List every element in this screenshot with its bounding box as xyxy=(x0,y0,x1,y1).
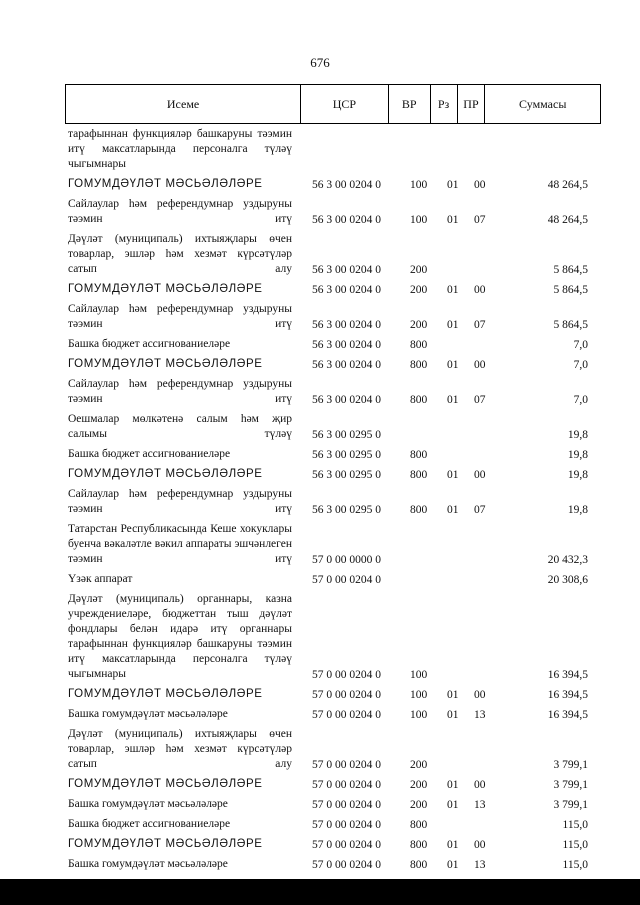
row-csr: 57 0 00 0204 0 xyxy=(312,709,381,721)
row-csr: 56 3 00 0295 0 xyxy=(312,504,381,516)
table-row xyxy=(0,375,640,410)
table-row xyxy=(0,855,640,875)
row-pr: 00 xyxy=(474,779,486,791)
table-body xyxy=(0,125,640,895)
row-vr: 100 xyxy=(410,689,428,701)
row-sum: 19,8 xyxy=(567,469,588,481)
row-csr: 56 3 00 0295 0 xyxy=(312,429,381,441)
table-row xyxy=(0,685,640,705)
row-sum: 7,0 xyxy=(573,359,588,371)
row-vr: 800 xyxy=(410,449,428,461)
row-rz: 01 xyxy=(447,709,459,721)
row-vr: 100 xyxy=(410,214,428,226)
row-vr: 800 xyxy=(410,859,428,871)
row-sum: 20 308,6 xyxy=(547,574,588,586)
row-rz: 01 xyxy=(447,799,459,811)
row-pr: 07 xyxy=(474,319,486,331)
table-row xyxy=(0,570,640,590)
row-rz: 01 xyxy=(447,214,459,226)
header-name: Исеме xyxy=(66,85,301,123)
row-csr: 57 0 00 0204 0 xyxy=(312,574,381,586)
row-name: Татарстан Республикасында Кеше хокуклары буенча вәкаләтле вәкил аппараты эшчәнлеген тәэмин итү xyxy=(68,523,292,565)
table-row xyxy=(0,280,640,300)
row-sum: 115,0 xyxy=(562,819,588,831)
row-vr: 800 xyxy=(410,394,428,406)
row-csr: 56 3 00 0204 0 xyxy=(312,214,381,226)
row-sum: 19,8 xyxy=(567,429,588,441)
table-row xyxy=(0,835,640,855)
row-sum: 3 799,1 xyxy=(553,759,588,771)
row-sum: 16 394,5 xyxy=(547,669,588,681)
row-rz: 01 xyxy=(447,319,459,331)
row-csr: 56 3 00 0204 0 xyxy=(312,339,381,351)
row-pr: 00 xyxy=(474,689,486,701)
row-rz: 01 xyxy=(447,469,459,481)
row-csr: 57 0 00 0204 0 xyxy=(312,759,381,771)
table-row xyxy=(0,465,640,485)
table-row xyxy=(0,125,640,175)
row-csr: 56 3 00 0204 0 xyxy=(312,394,381,406)
row-pr: 13 xyxy=(474,709,486,721)
row-rz: 01 xyxy=(447,859,459,871)
row-sum: 3 799,1 xyxy=(553,779,588,791)
row-vr: 800 xyxy=(410,839,428,851)
row-vr: 200 xyxy=(410,284,428,296)
table-row xyxy=(0,725,640,775)
row-sum: 3 799,1 xyxy=(553,799,588,811)
page-number: 676 xyxy=(310,55,330,70)
row-csr: 56 3 00 0295 0 xyxy=(312,449,381,461)
row-pr: 00 xyxy=(474,359,486,371)
table-row xyxy=(0,175,640,195)
row-sum: 115,0 xyxy=(562,839,588,851)
row-name: Башка бюджет ассигнованиеләре xyxy=(68,818,231,830)
row-sum: 19,8 xyxy=(567,504,588,516)
row-rz: 01 xyxy=(447,284,459,296)
row-name: ГОМУМДӘҮЛӘТ МӘСЬӘЛӘЛӘРЕ xyxy=(68,838,263,850)
row-sum: 16 394,5 xyxy=(547,709,588,721)
row-pr: 00 xyxy=(474,839,486,851)
row-name: Башка гомумдәүләт мәсьәләләре xyxy=(68,798,228,810)
row-sum: 48 264,5 xyxy=(547,214,588,226)
row-sum: 16 394,5 xyxy=(547,689,588,701)
row-name: тарафыннан функцияләр башкаруны тәэмин итү максатларында персоналга түләү чыгымнары xyxy=(68,128,292,170)
row-pr: 00 xyxy=(474,469,486,481)
row-name: Башка бюджет ассигнованиеләре xyxy=(68,448,231,460)
row-sum: 115,0 xyxy=(562,859,588,871)
row-name: Үзәк аппарат xyxy=(68,573,133,585)
row-rz: 01 xyxy=(447,394,459,406)
row-sum: 19,8 xyxy=(567,449,588,461)
table-row xyxy=(0,335,640,355)
row-sum: 20 432,3 xyxy=(547,554,588,566)
table-row xyxy=(0,795,640,815)
row-sum: 7,0 xyxy=(573,339,588,351)
row-pr: 07 xyxy=(474,394,486,406)
row-vr: 100 xyxy=(410,179,428,191)
row-name: ГОМУМДӘҮЛӘТ МӘСЬӘЛӘЛӘРЕ xyxy=(68,178,263,190)
row-name: ГОМУМДӘҮЛӘТ МӘСЬӘЛӘЛӘРЕ xyxy=(68,688,263,700)
row-csr: 57 0 00 0204 0 xyxy=(312,859,381,871)
row-name: Башка гомумдәүләт мәсьәләләре xyxy=(68,708,228,720)
row-name: Сайлаулар һәм референдумнар уздыруны тәэмин итү xyxy=(68,303,292,330)
row-vr: 200 xyxy=(410,264,428,276)
row-pr: 07 xyxy=(474,504,486,516)
row-name: Дәүләт (муниципаль) ихтыяҗлары өчен товарлар, эшләр һәм хезмәт күрсәтүләр сатып алу xyxy=(68,728,292,770)
row-sum: 48 264,5 xyxy=(547,179,588,191)
row-name: Дәүләт (муниципаль) органнары, казна учреждениеләре, бюджеттан тыш дәүләт фондлары белән идарә итү органнары тарафыннан функцияләр башкаруны тәэмин итү максатларында персоналга түләү чыгымнары xyxy=(68,593,292,680)
row-sum: 7,0 xyxy=(573,394,588,406)
row-csr: 56 3 00 0204 0 xyxy=(312,319,381,331)
table-row xyxy=(0,230,640,280)
row-vr: 800 xyxy=(410,469,428,481)
table-header xyxy=(65,84,601,124)
row-csr: 57 0 00 0204 0 xyxy=(312,779,381,791)
row-name: Оешмалар мөлкәтенә салым һәм җир салымы түләү xyxy=(68,413,292,440)
table-row xyxy=(0,705,640,725)
table-row xyxy=(0,815,640,835)
row-sum: 5 864,5 xyxy=(553,284,588,296)
row-csr: 56 3 00 0204 0 xyxy=(312,179,381,191)
row-rz: 01 xyxy=(447,689,459,701)
table-row xyxy=(0,195,640,230)
row-pr: 07 xyxy=(474,214,486,226)
header-csr: ЦСР xyxy=(301,85,389,123)
row-csr: 57 0 00 0204 0 xyxy=(312,799,381,811)
row-rz: 01 xyxy=(447,504,459,516)
row-name: ГОМУМДӘҮЛӘТ МӘСЬӘЛӘЛӘРЕ xyxy=(68,778,263,790)
table-row xyxy=(0,300,640,335)
row-name: Башка гомумдәүләт мәсьәләләре xyxy=(68,858,228,870)
row-rz: 01 xyxy=(447,359,459,371)
row-name: Дәүләт (муниципаль) ихтыяҗлары өчен товарлар, эшләр һәм хезмәт күрсәтүләр сатып алу xyxy=(68,233,292,275)
row-csr: 57 0 00 0204 0 xyxy=(312,839,381,851)
row-name: Сайлаулар һәм референдумнар уздыруны тәэмин итү xyxy=(68,488,292,515)
row-vr: 800 xyxy=(410,339,428,351)
row-rz: 01 xyxy=(447,779,459,791)
table-row xyxy=(0,775,640,795)
row-name: Сайлаулар һәм референдумнар уздыруны тәэмин итү xyxy=(68,378,292,405)
table-row xyxy=(0,590,640,685)
row-rz: 01 xyxy=(447,179,459,191)
row-vr: 200 xyxy=(410,799,428,811)
scan-edge xyxy=(0,879,640,905)
row-sum: 5 864,5 xyxy=(553,264,588,276)
row-vr: 200 xyxy=(410,759,428,771)
row-vr: 800 xyxy=(410,359,428,371)
row-name: ГОМУМДӘҮЛӘТ МӘСЬӘЛӘЛӘРЕ xyxy=(68,283,263,295)
row-pr: 00 xyxy=(474,179,486,191)
row-vr: 800 xyxy=(410,819,428,831)
header-rz: Рз xyxy=(431,85,458,123)
row-csr: 56 3 00 0204 0 xyxy=(312,359,381,371)
row-vr: 100 xyxy=(410,709,428,721)
row-name: ГОМУМДӘҮЛӘТ МӘСЬӘЛӘЛӘРЕ xyxy=(68,468,263,480)
table-row xyxy=(0,355,640,375)
row-vr: 200 xyxy=(410,779,428,791)
table-row xyxy=(0,445,640,465)
table-row xyxy=(0,485,640,520)
row-vr: 200 xyxy=(410,319,428,331)
row-csr: 57 0 00 0204 0 xyxy=(312,819,381,831)
row-vr: 100 xyxy=(410,669,428,681)
row-csr: 57 0 00 0204 0 xyxy=(312,689,381,701)
row-pr: 00 xyxy=(474,284,486,296)
row-vr: 800 xyxy=(410,504,428,516)
row-pr: 13 xyxy=(474,799,486,811)
table-row xyxy=(0,410,640,445)
row-name: ГОМУМДӘҮЛӘТ МӘСЬӘЛӘЛӘРЕ xyxy=(68,358,263,370)
row-rz: 01 xyxy=(447,839,459,851)
row-csr: 56 3 00 0204 0 xyxy=(312,284,381,296)
row-name: Сайлаулар һәм референдумнар уздыруны тәэмин итү xyxy=(68,198,292,225)
row-csr: 57 0 00 0204 0 xyxy=(312,669,381,681)
row-name: Башка бюджет ассигнованиеләре xyxy=(68,338,231,350)
row-csr: 56 3 00 0295 0 xyxy=(312,469,381,481)
row-sum: 5 864,5 xyxy=(553,319,588,331)
header-sum: Суммасы xyxy=(519,96,567,111)
header-vr: ВР xyxy=(389,85,431,123)
row-csr: 57 0 00 0000 0 xyxy=(312,554,381,566)
header-pr: ПР xyxy=(458,85,486,123)
row-pr: 13 xyxy=(474,859,486,871)
row-csr: 56 3 00 0204 0 xyxy=(312,264,381,276)
table-row xyxy=(0,520,640,570)
